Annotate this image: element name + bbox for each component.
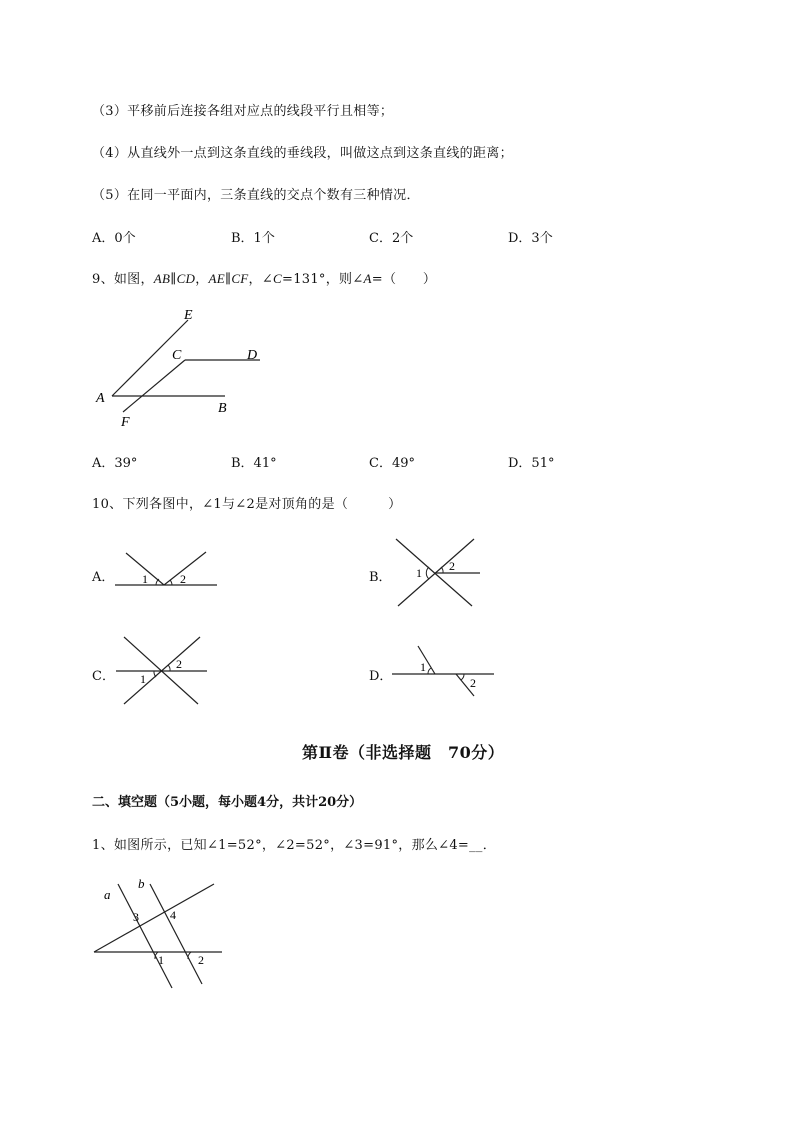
fill1-label-2: 2 bbox=[198, 953, 204, 967]
q9-option-a: A．39° bbox=[92, 456, 138, 471]
fill1-label-a: a bbox=[104, 887, 111, 902]
q10-figure-d bbox=[390, 640, 500, 698]
q10-figure-b bbox=[390, 536, 485, 608]
q9-label-d: D bbox=[247, 348, 258, 363]
q10c-label-2: 2 bbox=[176, 657, 182, 671]
part-2-heading: 第Ⅱ卷（非选择题 70分） bbox=[302, 743, 505, 762]
q9-separator-1: ， bbox=[195, 272, 209, 287]
q9-line-cf bbox=[123, 360, 185, 412]
q9-label-f: F bbox=[121, 415, 130, 430]
q9-separator-2: ，∠ bbox=[248, 272, 274, 287]
q9-option-d: D．51° bbox=[508, 456, 555, 471]
q9-label-c: C bbox=[172, 348, 182, 363]
q8-option-d: D．3个 bbox=[508, 231, 553, 246]
fill1-label-b: b bbox=[138, 876, 145, 891]
q9-label-b: B bbox=[218, 401, 227, 416]
q10-option-c: C． bbox=[92, 669, 115, 684]
q9-option-c: C．49° bbox=[369, 456, 415, 471]
fill1-label-4: 4 bbox=[170, 908, 176, 922]
q9-prefix: 9、如图， bbox=[92, 272, 154, 287]
q8-option-b: B．1个 bbox=[231, 231, 275, 246]
q9-given: =131°，则∠ bbox=[282, 272, 364, 287]
q9-suffix: =（ ） bbox=[371, 272, 437, 287]
q10a-label-2: 2 bbox=[180, 572, 186, 586]
q10b-label-2: 2 bbox=[449, 559, 455, 573]
fill1-label-1: 1 bbox=[158, 953, 164, 967]
q10b-label-1: 1 bbox=[416, 566, 422, 580]
q9-figure bbox=[90, 302, 270, 432]
q9-angle-c: C bbox=[273, 271, 283, 286]
q10-question: 10、下列各图中，∠1与∠2是对顶角的是（ ） bbox=[92, 497, 402, 512]
q10a-label-1: 1 bbox=[142, 572, 148, 586]
q10-figure-a bbox=[112, 548, 222, 593]
q8-option-a: A．0个 bbox=[92, 231, 136, 246]
q10-option-d: D． bbox=[369, 669, 393, 684]
q9-option-b: B．41° bbox=[231, 456, 277, 471]
statement-5: （5）在同一平面内，三条直线的交点个数有三种情况． bbox=[92, 188, 420, 203]
fill-question-1: 1、如图所示，已知∠1=52°，∠2=52°，∠3=91°，那么∠4=__． bbox=[92, 838, 497, 853]
q9-condition-ab-cd: AB∥CD bbox=[153, 271, 196, 286]
q9-condition-ae-cf: AE∥CF bbox=[208, 271, 249, 286]
fill1-figure bbox=[90, 872, 230, 992]
q10-option-a: A． bbox=[92, 570, 115, 585]
statement-4: （4）从直线外一点到这条直线的垂线段，叫做这点到这条直线的距离； bbox=[92, 146, 513, 161]
statement-3: （3）平移前后连接各组对应点的线段平行且相等； bbox=[92, 104, 394, 119]
q10-figure-c bbox=[112, 634, 212, 706]
section-2-title: 二、填空题（5小题，每小题4分，共计20分） bbox=[92, 795, 363, 810]
q10-option-b: B． bbox=[369, 570, 392, 585]
q10c-label-1: 1 bbox=[140, 672, 146, 686]
fill1-label-3: 3 bbox=[133, 910, 139, 924]
q9-angle-a: A bbox=[363, 271, 372, 286]
q10d-label-1: 1 bbox=[420, 660, 426, 674]
q8-option-c: C．2个 bbox=[369, 231, 414, 246]
q9-label-e: E bbox=[184, 308, 193, 323]
q10d-label-2: 2 bbox=[470, 676, 476, 690]
q9-label-a: A bbox=[96, 391, 105, 406]
q9-question bbox=[92, 268, 436, 287]
